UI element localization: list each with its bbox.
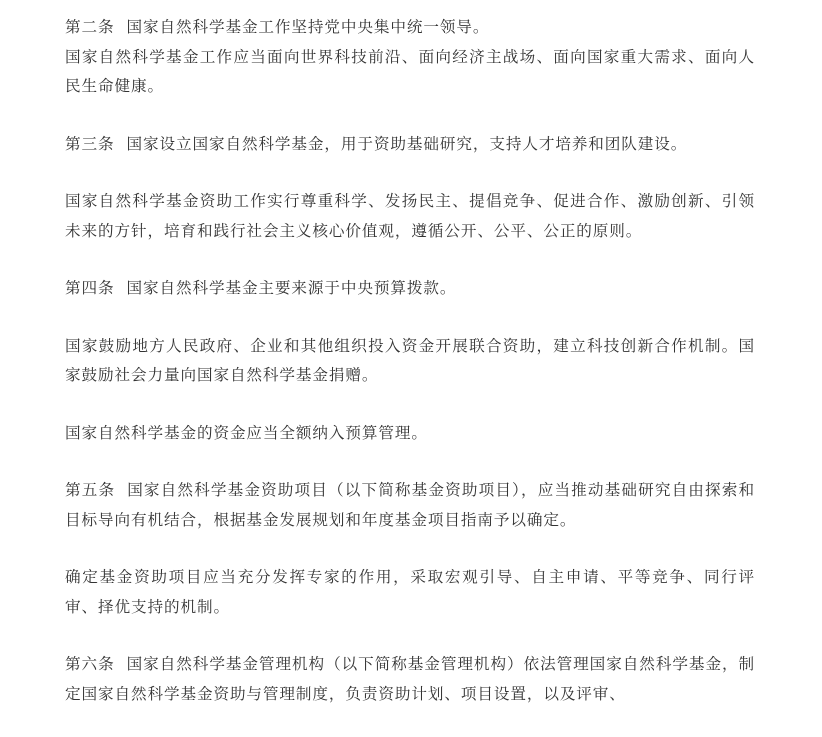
paragraph-text: 国家自然科学基金的资金应当全额纳入预算管理。 xyxy=(65,423,428,442)
paragraph-article-4 xyxy=(65,274,755,304)
paragraph-text: 国家自然科学基金工作应当面向世界科技前沿、面向经济主战场、面向国家重大需求、面向人民生命健康。 xyxy=(65,47,755,95)
article-number: 第四条 xyxy=(65,279,115,297)
paragraph-text: 国家自然科学基金资助项目（以下简称基金资助项目），应当推动基础研究自由探索和目标导向有机结合，根据基金发展规划和年度基金项目指南予以确定。 xyxy=(65,481,755,529)
paragraph-article-3 xyxy=(65,130,755,160)
article-number: 第五条 xyxy=(65,481,116,499)
paragraph-text: 国家设立国家自然科学基金，用于资助基础研究，支持人才培养和团队建设。 xyxy=(126,134,688,153)
article-number: 第二条 xyxy=(65,18,115,36)
paragraph-text: 国家自然科学基金管理机构（以下简称基金管理机构）依法管理国家自然科学基金，制定国家自然科学基金资助与管理制度，负责资助计划、项目设置，以及评审、 xyxy=(65,655,756,703)
paragraph-article-5-detail xyxy=(65,563,755,622)
paragraph-article-4-detail-1 xyxy=(65,332,755,391)
paragraph-article-2 xyxy=(65,13,755,43)
paragraph-article-3-detail xyxy=(65,187,755,246)
paragraph-text: 确定基金资助项目应当充分发挥专家的作用，采取宏观引导、自主申请、平等竞争、同行评审、择优支持的机制。 xyxy=(65,568,755,616)
paragraph-text: 国家自然科学基金资助工作实行尊重科学、发扬民主、提倡竞争、促进合作、激励创新、引领未来的方针，培育和践行社会主义核心价值观，遵循公开、公平、公正的原则。 xyxy=(65,192,755,240)
paragraph-article-4-detail-2 xyxy=(65,419,755,449)
paragraph-text: 国家自然科学基金工作坚持党中央集中统一领导。 xyxy=(126,18,490,36)
paragraph-text: 国家鼓励地方人民政府、企业和其他组织投入资金开展联合资助，建立科技创新合作机制。国家鼓励社会力量向国家自然科学基金捐赠。 xyxy=(65,336,755,384)
paragraph-article-6 xyxy=(65,650,755,709)
paragraph-article-5 xyxy=(65,476,755,535)
article-number: 第六条 xyxy=(65,655,115,673)
regulation-document xyxy=(65,13,755,737)
paragraph-text: 国家自然科学基金主要来源于中央预算拨款。 xyxy=(126,279,457,297)
article-number: 第三条 xyxy=(65,134,115,153)
paragraph-article-2-detail xyxy=(65,43,755,102)
